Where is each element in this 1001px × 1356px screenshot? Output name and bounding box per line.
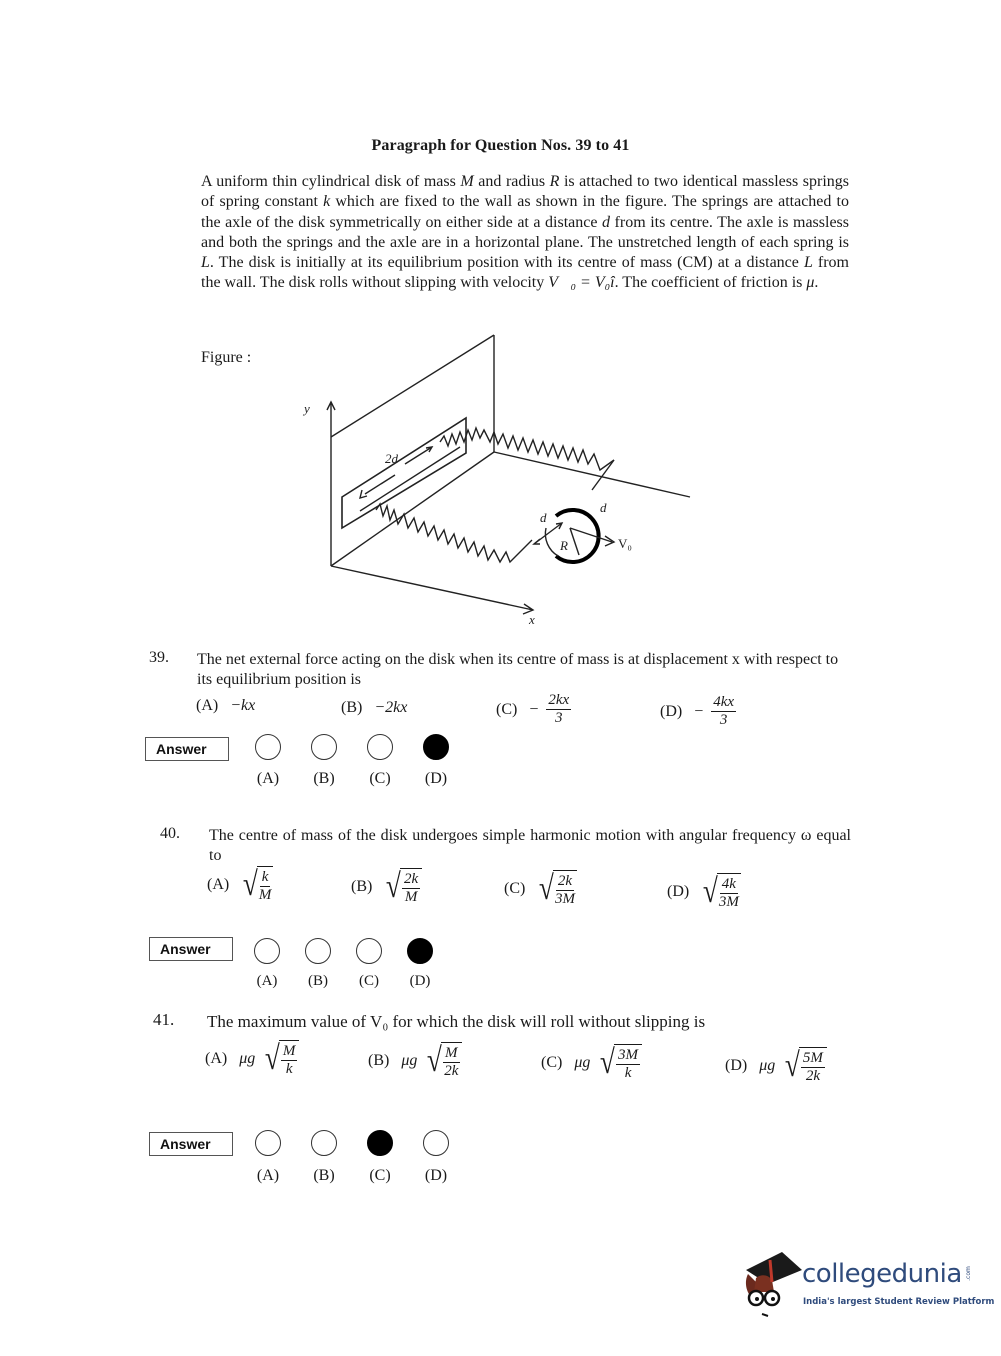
- q41-answer-label: Answer: [149, 1132, 233, 1156]
- brand-domain-suffix: .com: [964, 1266, 972, 1281]
- sqrt-icon: √ $\frac{2k}{M}$: [384, 868, 422, 906]
- sqrt-icon: √ $\frac{4k}{3M}$: [703, 873, 739, 910]
- q41-option-c: (C) μg √ $\frac{3M}{k}$: [541, 1044, 642, 1082]
- para-text: which are fixed to the wall as shown in the figure. The springs are attached to the axle of the disk symmetrically on either side at a distance: [201, 193, 849, 231]
- q39-option-b: (B) −2kx: [341, 699, 408, 716]
- var-mu: μ: [806, 274, 815, 292]
- q39-option-a: (A) −kx: [196, 697, 256, 714]
- q39-bubble-c[interactable]: [367, 734, 393, 760]
- q39-answer-label: Answer: [145, 737, 229, 761]
- question-paragraph: [201, 172, 849, 294]
- q41-answer-bubbles: [255, 1130, 449, 1156]
- para-text: .: [814, 274, 819, 292]
- q40-option-c: (C) √ $\frac{2k}{3M}$: [504, 870, 575, 907]
- sqrt-icon: √ $\frac{5M}{2k}$: [783, 1047, 827, 1085]
- q39-bubble-a[interactable]: [255, 734, 281, 760]
- velocity-vector: [570, 528, 612, 542]
- q40-answer-label: Answer: [149, 937, 233, 961]
- y-axis-label: y: [304, 401, 310, 416]
- label-R: R: [560, 538, 568, 553]
- label-V0: V₀: [618, 536, 632, 551]
- q40-answer-bubbles: [254, 938, 433, 964]
- q40-option-d: (D) √ $\frac{4k}{3M}$: [667, 873, 739, 910]
- q40-bubble-b[interactable]: [305, 938, 331, 964]
- q40-option-a: (A) √ $\frac{k}{M}$: [207, 866, 272, 903]
- floor-edge: [494, 452, 690, 497]
- para-text: from the wall. The disk rolls without slipping with velocity: [201, 254, 849, 292]
- q41-option-b: (B) μg √ $\frac{M}{2k}$: [368, 1042, 462, 1080]
- q41-bubble-b[interactable]: [311, 1130, 337, 1156]
- brand-name: collegedunia: [802, 1259, 962, 1289]
- x-axis: [331, 566, 533, 610]
- para-text: A uniform thin cylindrical disk of mass: [201, 173, 461, 190]
- var-R: R: [549, 173, 560, 190]
- var-M: M: [460, 173, 474, 190]
- sqrt-icon: √ $\frac{M}{2k}$: [425, 1042, 461, 1080]
- collegedunia-mascot-icon: [742, 1248, 804, 1320]
- q41-bubble-c-selected[interactable]: [367, 1130, 393, 1156]
- q41-number: 41.: [153, 1010, 175, 1029]
- velocity-expr: V⃗₀ = V₀î: [548, 274, 615, 292]
- sqrt-icon: √ $\frac{k}{M}$: [243, 866, 272, 903]
- q40-option-b: (B) √ $\frac{2k}{M}$: [351, 868, 422, 906]
- q39-bubble-b[interactable]: [311, 734, 337, 760]
- sqrt-icon: √ $\frac{M}{k}$: [263, 1040, 299, 1078]
- page-heading: Paragraph for Question Nos. 39 to 41: [371, 137, 630, 154]
- q39-bubble-labels: (A) (B) (C) (D): [256, 770, 448, 787]
- axle-slot: [342, 418, 466, 528]
- dimension-2d: [405, 447, 432, 464]
- var-L: L: [803, 254, 813, 272]
- q39-option-c: (C) − $\frac{2kx}{3}$: [496, 692, 570, 726]
- q40-bubble-a[interactable]: [254, 938, 280, 964]
- brand-tagline: India's largest Student Review Platform: [803, 1297, 995, 1307]
- sqrt-icon: √ $\frac{2k}{3M}$: [539, 870, 575, 907]
- q41-bubble-a[interactable]: [255, 1130, 281, 1156]
- var-d: d: [602, 213, 611, 231]
- q41-bubble-d[interactable]: [423, 1130, 449, 1156]
- label-2d: 2d: [385, 451, 398, 466]
- label-d-right: d: [600, 500, 607, 515]
- para-text: from its centre. The axle is massless and both the springs and the axle are in a horizontal plane. The unstretched length of each spring is: [201, 213, 849, 251]
- sqrt-icon: √ $\frac{3M}{k}$: [598, 1044, 642, 1082]
- label-d-left: d: [540, 510, 547, 525]
- q41-option-d: (D) μg √ $\frac{5M}{2k}$: [725, 1047, 827, 1085]
- para-text: . The disk is initially at its equilibrium position with its centre of mass (CM) at a distance: [209, 254, 804, 272]
- var-L: L: [201, 254, 210, 272]
- q39-text: The net external force acting on the disk when its centre of mass is at displacement x with respect to its equilibrium position is: [197, 651, 839, 688]
- q41-text: The maximum value of V₀ for which the disk will roll without slipping is: [207, 1012, 706, 1031]
- q40-bubble-labels: (A) (B) (C) (D): [256, 973, 431, 989]
- q39-option-d: (D) − $\frac{4kx}{3}$: [660, 694, 735, 728]
- q40-number: 40.: [160, 825, 180, 842]
- wall-top-edge: [331, 335, 494, 437]
- q40-bubble-c[interactable]: [356, 938, 382, 964]
- radius-line: [570, 528, 579, 555]
- q41-bubble-labels: (A) (B) (C) (D): [256, 1167, 448, 1184]
- q40-bubble-d-selected[interactable]: [407, 938, 433, 964]
- figure-label: Figure :: [201, 349, 252, 366]
- q39-number: 39.: [149, 649, 169, 666]
- para-text: is attached to two identical massless springs of spring constant: [201, 173, 849, 211]
- q40-text: The centre of mass of the disk undergoes simple harmonic motion with angular frequency ω equal to: [209, 827, 851, 864]
- q39-answer-bubbles: [255, 734, 449, 760]
- q39-bubble-d-selected[interactable]: [423, 734, 449, 760]
- para-text: . The coefficient of friction is: [614, 274, 807, 292]
- x-axis-label: x: [529, 612, 535, 627]
- physics-figure: [300, 330, 700, 630]
- para-text: and radius: [473, 173, 550, 190]
- q41-option-a: (A) μg √ $\frac{M}{k}$: [205, 1040, 299, 1078]
- var-k: k: [323, 193, 331, 211]
- spring-lower: [376, 504, 532, 562]
